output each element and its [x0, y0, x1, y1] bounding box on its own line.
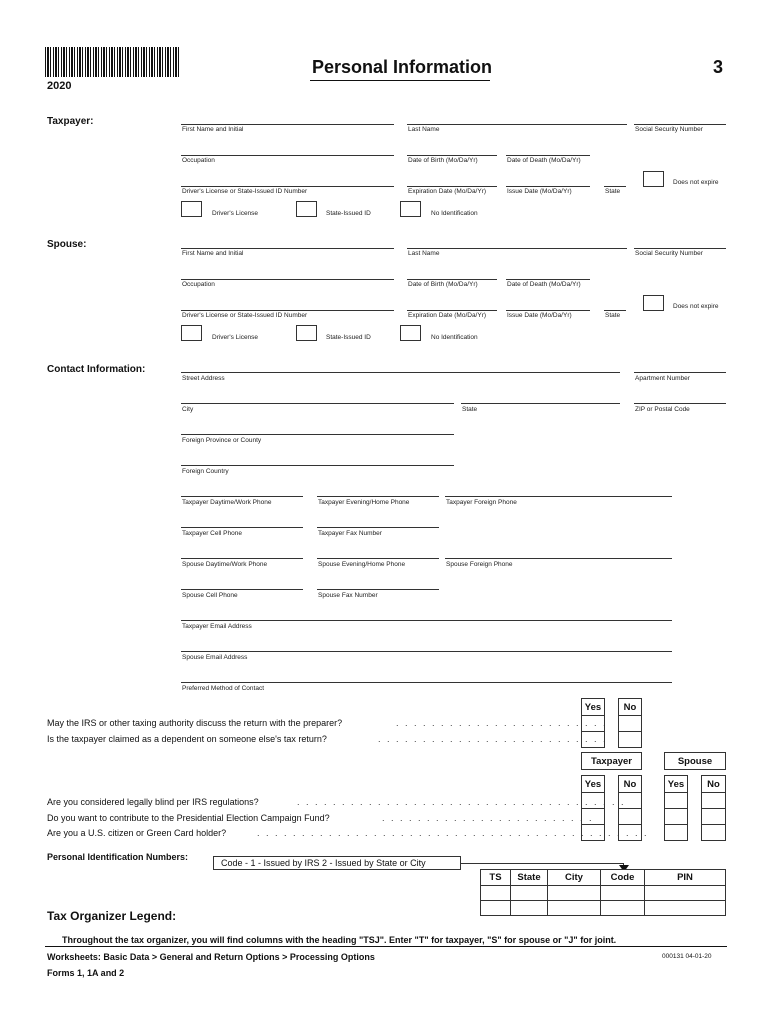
q1-dots: . . . . . . . . . . . . . . . . . . . . . . . . [396, 718, 608, 728]
spouse-does-not-expire-checkbox[interactable] [643, 295, 664, 311]
code-leader-line [461, 863, 624, 864]
question-legally-blind: Are you considered legally blind per IRS regulations? [47, 797, 259, 807]
no-header: No [618, 698, 642, 716]
apartment-label: Apartment Number [635, 375, 690, 382]
title-underline [310, 80, 490, 81]
taxpayer-email-field[interactable] [181, 620, 672, 621]
spouse-cell-label: Spouse Cell Phone [182, 592, 238, 599]
footer-forms: Forms 1, 1A and 2 [47, 968, 125, 978]
taxpayer-first-name-label: First Name and Initial [182, 126, 244, 133]
pin-row2-state[interactable] [510, 900, 548, 916]
taxpayer-cell-label: Taxpayer Cell Phone [182, 530, 242, 537]
spouse-no-header: No [701, 775, 726, 793]
spouse-ssn-label: Social Security Number [635, 250, 703, 257]
pin-header-ts: TS [480, 869, 511, 886]
taxpayer-no-id-label: No Identification [431, 210, 478, 217]
section-spouse: Spouse: [47, 239, 87, 250]
yes-header: Yes [581, 698, 605, 716]
spouse-state-id-label: State-Issued ID [326, 334, 371, 341]
q3-spouse-no[interactable] [701, 792, 726, 809]
q5-dots: . . . . . . . . . . . . . . . . . . . . . . . . . . . . . . . . . . . . . . . . . . . . [257, 828, 649, 838]
spouse-foreign-phone-label: Spouse Foreign Phone [446, 561, 513, 568]
taxpayer-occupation-label: Occupation [182, 157, 215, 164]
spouse-state-id-checkbox[interactable] [296, 325, 317, 341]
question-discuss-return: May the IRS or other taxing authority discuss the return with the preparer? [47, 718, 343, 728]
taxpayer-dod-label: Date of Death (Mo/Da/Yr) [507, 157, 581, 164]
spouse-fax-label: Spouse Fax Number [318, 592, 378, 599]
spouse-does-not-expire-label: Does not expire [673, 303, 719, 310]
q2-dots: . . . . . . . . . . . . . . . . . . . . . . . . . . [378, 734, 608, 744]
q4-dots: . . . . . . . . . . . . . . . . . . . . . . . . [382, 813, 594, 823]
pin-code-legend: Code - 1 - Issued by IRS 2 - Issued by State or City [213, 856, 461, 870]
contact-method-field[interactable] [181, 682, 672, 683]
pin-row1-pin[interactable] [644, 885, 726, 901]
pin-header-city: City [547, 869, 601, 886]
contact-state-field[interactable] [461, 403, 620, 404]
foreign-province-field[interactable] [181, 434, 454, 435]
apartment-field[interactable] [634, 372, 726, 373]
taxpayer-dob-label: Date of Birth (Mo/Da/Yr) [408, 157, 478, 164]
spouse-fax-field[interactable] [317, 589, 439, 590]
q4-spouse-yes[interactable] [664, 808, 688, 825]
taxpayer-foreign-phone-field[interactable] [445, 496, 672, 497]
taxpayer-dl-number-field[interactable] [181, 186, 394, 187]
street-address-field[interactable] [181, 372, 620, 373]
pin-row1-ts[interactable] [480, 885, 511, 901]
pin-row1-code[interactable] [600, 885, 645, 901]
street-address-label: Street Address [182, 375, 225, 382]
question-election-fund: Do you want to contribute to the Presidential Election Campaign Fund? [47, 813, 330, 823]
taxpayer-email-label: Taxpayer Email Address [182, 623, 252, 630]
spouse-day-phone-field[interactable] [181, 558, 303, 559]
foreign-country-label: Foreign Country [182, 468, 229, 475]
spouse-cell-field[interactable] [181, 589, 303, 590]
q1-no-checkbox[interactable] [618, 715, 642, 732]
q4-spouse-no[interactable] [701, 808, 726, 825]
taxpayer-state-id-checkbox[interactable] [296, 201, 317, 217]
spouse-dl-number-field[interactable] [181, 310, 394, 311]
taxpayer-does-not-expire-checkbox[interactable] [643, 171, 664, 187]
q5-spouse-yes[interactable] [664, 824, 688, 841]
spouse-issue-date-field[interactable] [506, 310, 590, 311]
pin-row2-pin[interactable] [644, 900, 726, 916]
taxpayer-drivers-license-checkbox[interactable] [181, 201, 202, 217]
spouse-yes-header: Yes [664, 775, 688, 793]
spouse-drivers-license-label: Driver's License [212, 334, 259, 341]
taxpayer-yes-header: Yes [581, 775, 605, 793]
spouse-issue-date-label: Issue Date (Mo/Da/Yr) [507, 312, 572, 319]
spouse-ssn-field[interactable] [634, 248, 726, 249]
taxpayer-dl-number-label: Driver's License or State-Issued ID Number [182, 188, 308, 195]
footer-worksheets: Worksheets: Basic Data > General and Return Options > Processing Options [47, 952, 375, 962]
pin-row2-city[interactable] [547, 900, 601, 916]
page-number: 3 [713, 57, 724, 77]
section-contact: Contact Information: [47, 364, 146, 375]
taxpayer-occupation-field[interactable] [181, 155, 394, 156]
spouse-day-phone-label: Spouse Daytime/Work Phone [182, 561, 268, 568]
taxpayer-drivers-license-label: Driver's License [212, 210, 259, 217]
spouse-dl-state-field[interactable] [604, 310, 626, 311]
form-id: 000131 04-01-20 [662, 953, 712, 960]
taxpayer-day-phone-field[interactable] [181, 496, 303, 497]
taxpayer-last-name-field[interactable] [407, 124, 627, 125]
spouse-dl-number-label: Driver's License or State-Issued ID Number [182, 312, 308, 319]
legend-title: Tax Organizer Legend: [47, 909, 177, 923]
spouse-drivers-license-checkbox[interactable] [181, 325, 202, 341]
taxpayer-column-header: Taxpayer [581, 752, 642, 770]
taxpayer-ssn-label: Social Security Number [635, 126, 703, 133]
taxpayer-no-id-checkbox[interactable] [400, 201, 421, 217]
zip-label: ZIP or Postal Code [635, 406, 690, 413]
taxpayer-dob-field[interactable] [407, 155, 497, 156]
contact-state-label: State [462, 406, 478, 413]
taxpayer-ssn-field[interactable] [634, 124, 726, 125]
pin-header-code: Code [600, 869, 645, 886]
spouse-last-name-field[interactable] [407, 248, 627, 249]
question-dependent: Is the taxpayer claimed as a dependent on someone else's tax return? [47, 734, 327, 744]
spouse-dl-state-label: State [605, 312, 621, 319]
pin-header-state: State [510, 869, 548, 886]
spouse-dod-label: Date of Death (Mo/Da/Yr) [507, 281, 581, 288]
taxpayer-eve-phone-label: Taxpayer Evening/Home Phone [318, 499, 410, 506]
taxpayer-last-name-label: Last Name [408, 126, 440, 133]
spouse-first-name-label: First Name and Initial [182, 250, 244, 257]
spouse-foreign-phone-field[interactable] [445, 558, 672, 559]
spouse-column-header: Spouse [664, 752, 726, 770]
taxpayer-fax-label: Taxpayer Fax Number [318, 530, 382, 537]
tax-year: 2020 [47, 80, 72, 92]
pin-header-pin: PIN [644, 869, 726, 886]
spouse-expiration-label: Expiration Date (Mo/Da/Yr) [408, 312, 487, 319]
spouse-first-name-field[interactable] [181, 248, 394, 249]
contact-method-label: Preferred Method of Contact [182, 685, 265, 692]
section-pin: Personal Identification Numbers: [47, 852, 189, 862]
spouse-eve-phone-label: Spouse Evening/Home Phone [318, 561, 406, 568]
spouse-expiration-field[interactable] [407, 310, 497, 311]
spouse-dob-field[interactable] [407, 279, 497, 280]
taxpayer-dl-state-label: State [605, 188, 621, 195]
taxpayer-foreign-phone-label: Taxpayer Foreign Phone [446, 499, 517, 506]
spouse-dob-label: Date of Birth (Mo/Da/Yr) [408, 281, 478, 288]
taxpayer-issue-date-field[interactable] [506, 186, 590, 187]
taxpayer-fax-field[interactable] [317, 527, 439, 528]
spouse-email-label: Spouse Email Address [182, 654, 248, 661]
city-field[interactable] [181, 403, 454, 404]
pin-row2-code[interactable] [600, 900, 645, 916]
question-citizen: Are you a U.S. citizen or Green Card holder? [47, 828, 227, 838]
q4-taxpayer-no[interactable] [618, 808, 642, 825]
spouse-eve-phone-field[interactable] [317, 558, 439, 559]
pin-row1-city[interactable] [547, 885, 601, 901]
foreign-country-field[interactable] [181, 465, 454, 466]
taxpayer-state-id-label: State-Issued ID [326, 210, 371, 217]
zip-field[interactable] [634, 403, 726, 404]
q5-spouse-no[interactable] [701, 824, 726, 841]
pin-row1-state[interactable] [510, 885, 548, 901]
spouse-no-id-label: No Identification [431, 334, 478, 341]
pin-row2-ts[interactable] [480, 900, 511, 916]
spouse-no-id-checkbox[interactable] [400, 325, 421, 341]
spouse-last-name-label: Last Name [408, 250, 440, 257]
barcode [45, 47, 181, 77]
page-title: Personal Information [312, 57, 493, 77]
taxpayer-eve-phone-field[interactable] [317, 496, 439, 497]
taxpayer-expiration-label: Expiration Date (Mo/Da/Yr) [408, 188, 487, 195]
foreign-province-label: Foreign Province or County [182, 437, 262, 444]
taxpayer-day-phone-label: Taxpayer Daytime/Work Phone [182, 499, 272, 506]
taxpayer-cell-field[interactable] [181, 527, 303, 528]
taxpayer-issue-date-label: Issue Date (Mo/Da/Yr) [507, 188, 572, 195]
spouse-email-field[interactable] [181, 651, 672, 652]
legend-divider [45, 946, 727, 947]
q3-dots: . . . . . . . . . . . . . . . . . . . . . . . . . . . . . . . . . . . . . [297, 797, 626, 807]
legend-text: Throughout the tax organizer, you will find columns with the heading "TSJ". Enter "T" for taxpayer, "S" for spouse or "J" for joint. [62, 935, 617, 945]
taxpayer-expiration-field[interactable] [407, 186, 497, 187]
taxpayer-dod-field[interactable] [506, 155, 590, 156]
taxpayer-first-name-field[interactable] [181, 124, 394, 125]
spouse-occupation-label: Occupation [182, 281, 215, 288]
section-taxpayer: Taxpayer: [47, 116, 94, 127]
spouse-dod-field[interactable] [506, 279, 590, 280]
q2-no-checkbox[interactable] [618, 731, 642, 748]
taxpayer-dl-state-field[interactable] [604, 186, 626, 187]
taxpayer-does-not-expire-label: Does not expire [673, 179, 719, 186]
taxpayer-no-header: No [618, 775, 642, 793]
city-label: City [182, 406, 194, 413]
spouse-occupation-field[interactable] [181, 279, 394, 280]
q3-spouse-yes[interactable] [664, 792, 688, 809]
